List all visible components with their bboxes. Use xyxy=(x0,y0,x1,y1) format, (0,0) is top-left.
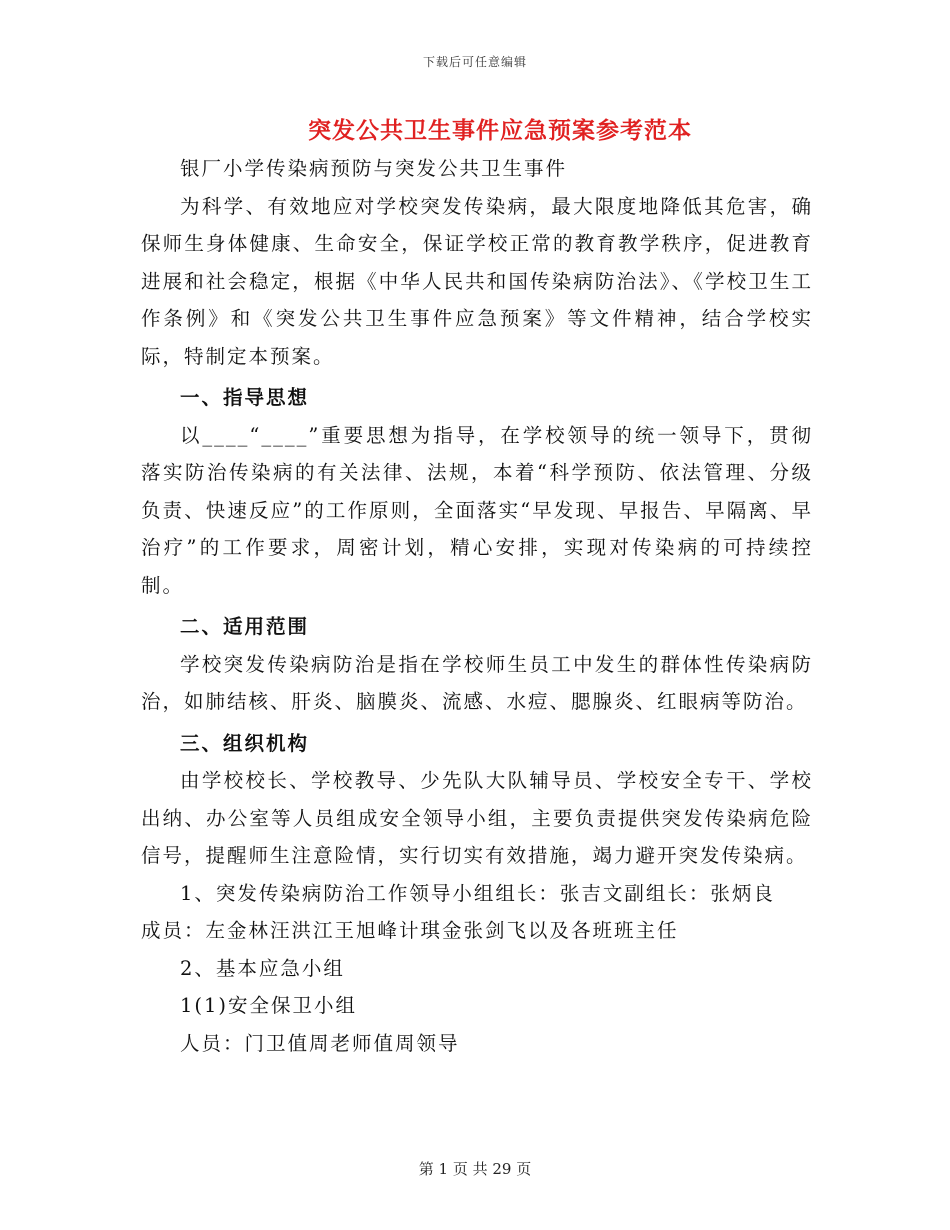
section-heading-scope: 二、适用范围 xyxy=(180,615,310,638)
document-body xyxy=(141,150,813,1062)
section-body-organization: 由学校校长、学校教导、少先队大队辅导员、学校安全专干、学校出纳、办公室等人员组成安全领导小组，主要负责提供突发传染病危险信号，提醒师生注意险情，实行切实有效措施，竭力避开突发传染病。 xyxy=(141,769,813,867)
header-note: 下载后可任意编辑 xyxy=(422,55,527,69)
section-heading-guiding-ideology: 一、指导思想 xyxy=(180,386,310,409)
security-group-line: 1(1)安全保卫小组 xyxy=(180,994,358,1017)
members-line: 成员：左金林汪洪江王旭峰计琪金张剑飞以及各班班主任 xyxy=(141,919,679,942)
leadership-group-line: 1、突发传染病防治工作领导小组组长：张吉文副组长：张炳良 xyxy=(180,881,775,905)
section-body-scope: 学校突发传染病防治是指在学校师生员工中发生的群体性传染病防治，如肺结核、肝炎、脑膜炎、流感、水痘、腮腺炎、红眼病等防治。 xyxy=(141,652,813,713)
document-title: 突发公共卫生事件应急预案参考范本 xyxy=(308,117,692,144)
document-subtitle: 银厂小学传染病预防与突发公共卫生事件 xyxy=(180,157,568,180)
security-personnel-line: 人员：门卫值周老师值周领导 xyxy=(180,1031,460,1055)
section-heading-organization: 三、组织机构 xyxy=(180,731,310,755)
emergency-group-line: 2、基本应急小组 xyxy=(180,956,345,980)
section-body-guiding-ideology: 以____“____”重要思想为指导，在学校领导的统一领导下，贯彻落实防治传染病的有关法律、法规，本着“科学预防、依法管理、分级负责、快速反应”的工作原则，全面落实“早发现、早报告、早隔离、早治疗”的工作要求，周密计划，精心安排，实现对传染病的可持续控制。 xyxy=(141,423,813,597)
page-number-footer: 第 1 页 共 29 页 xyxy=(418,1160,532,1178)
intro-paragraph: 为科学、有效地应对学校突发传染病，最大限度地降低其危害，确保师生身体健康、生命安全，保证学校正常的教育教学秩序，促进教育进展和社会稳定，根据《中华人民共和国传染病防治法》、《学校卫生工作条例》和《突发公共卫生事件应急预案》等文件精神，结合学校实际，特制定本预案。 xyxy=(141,194,813,368)
